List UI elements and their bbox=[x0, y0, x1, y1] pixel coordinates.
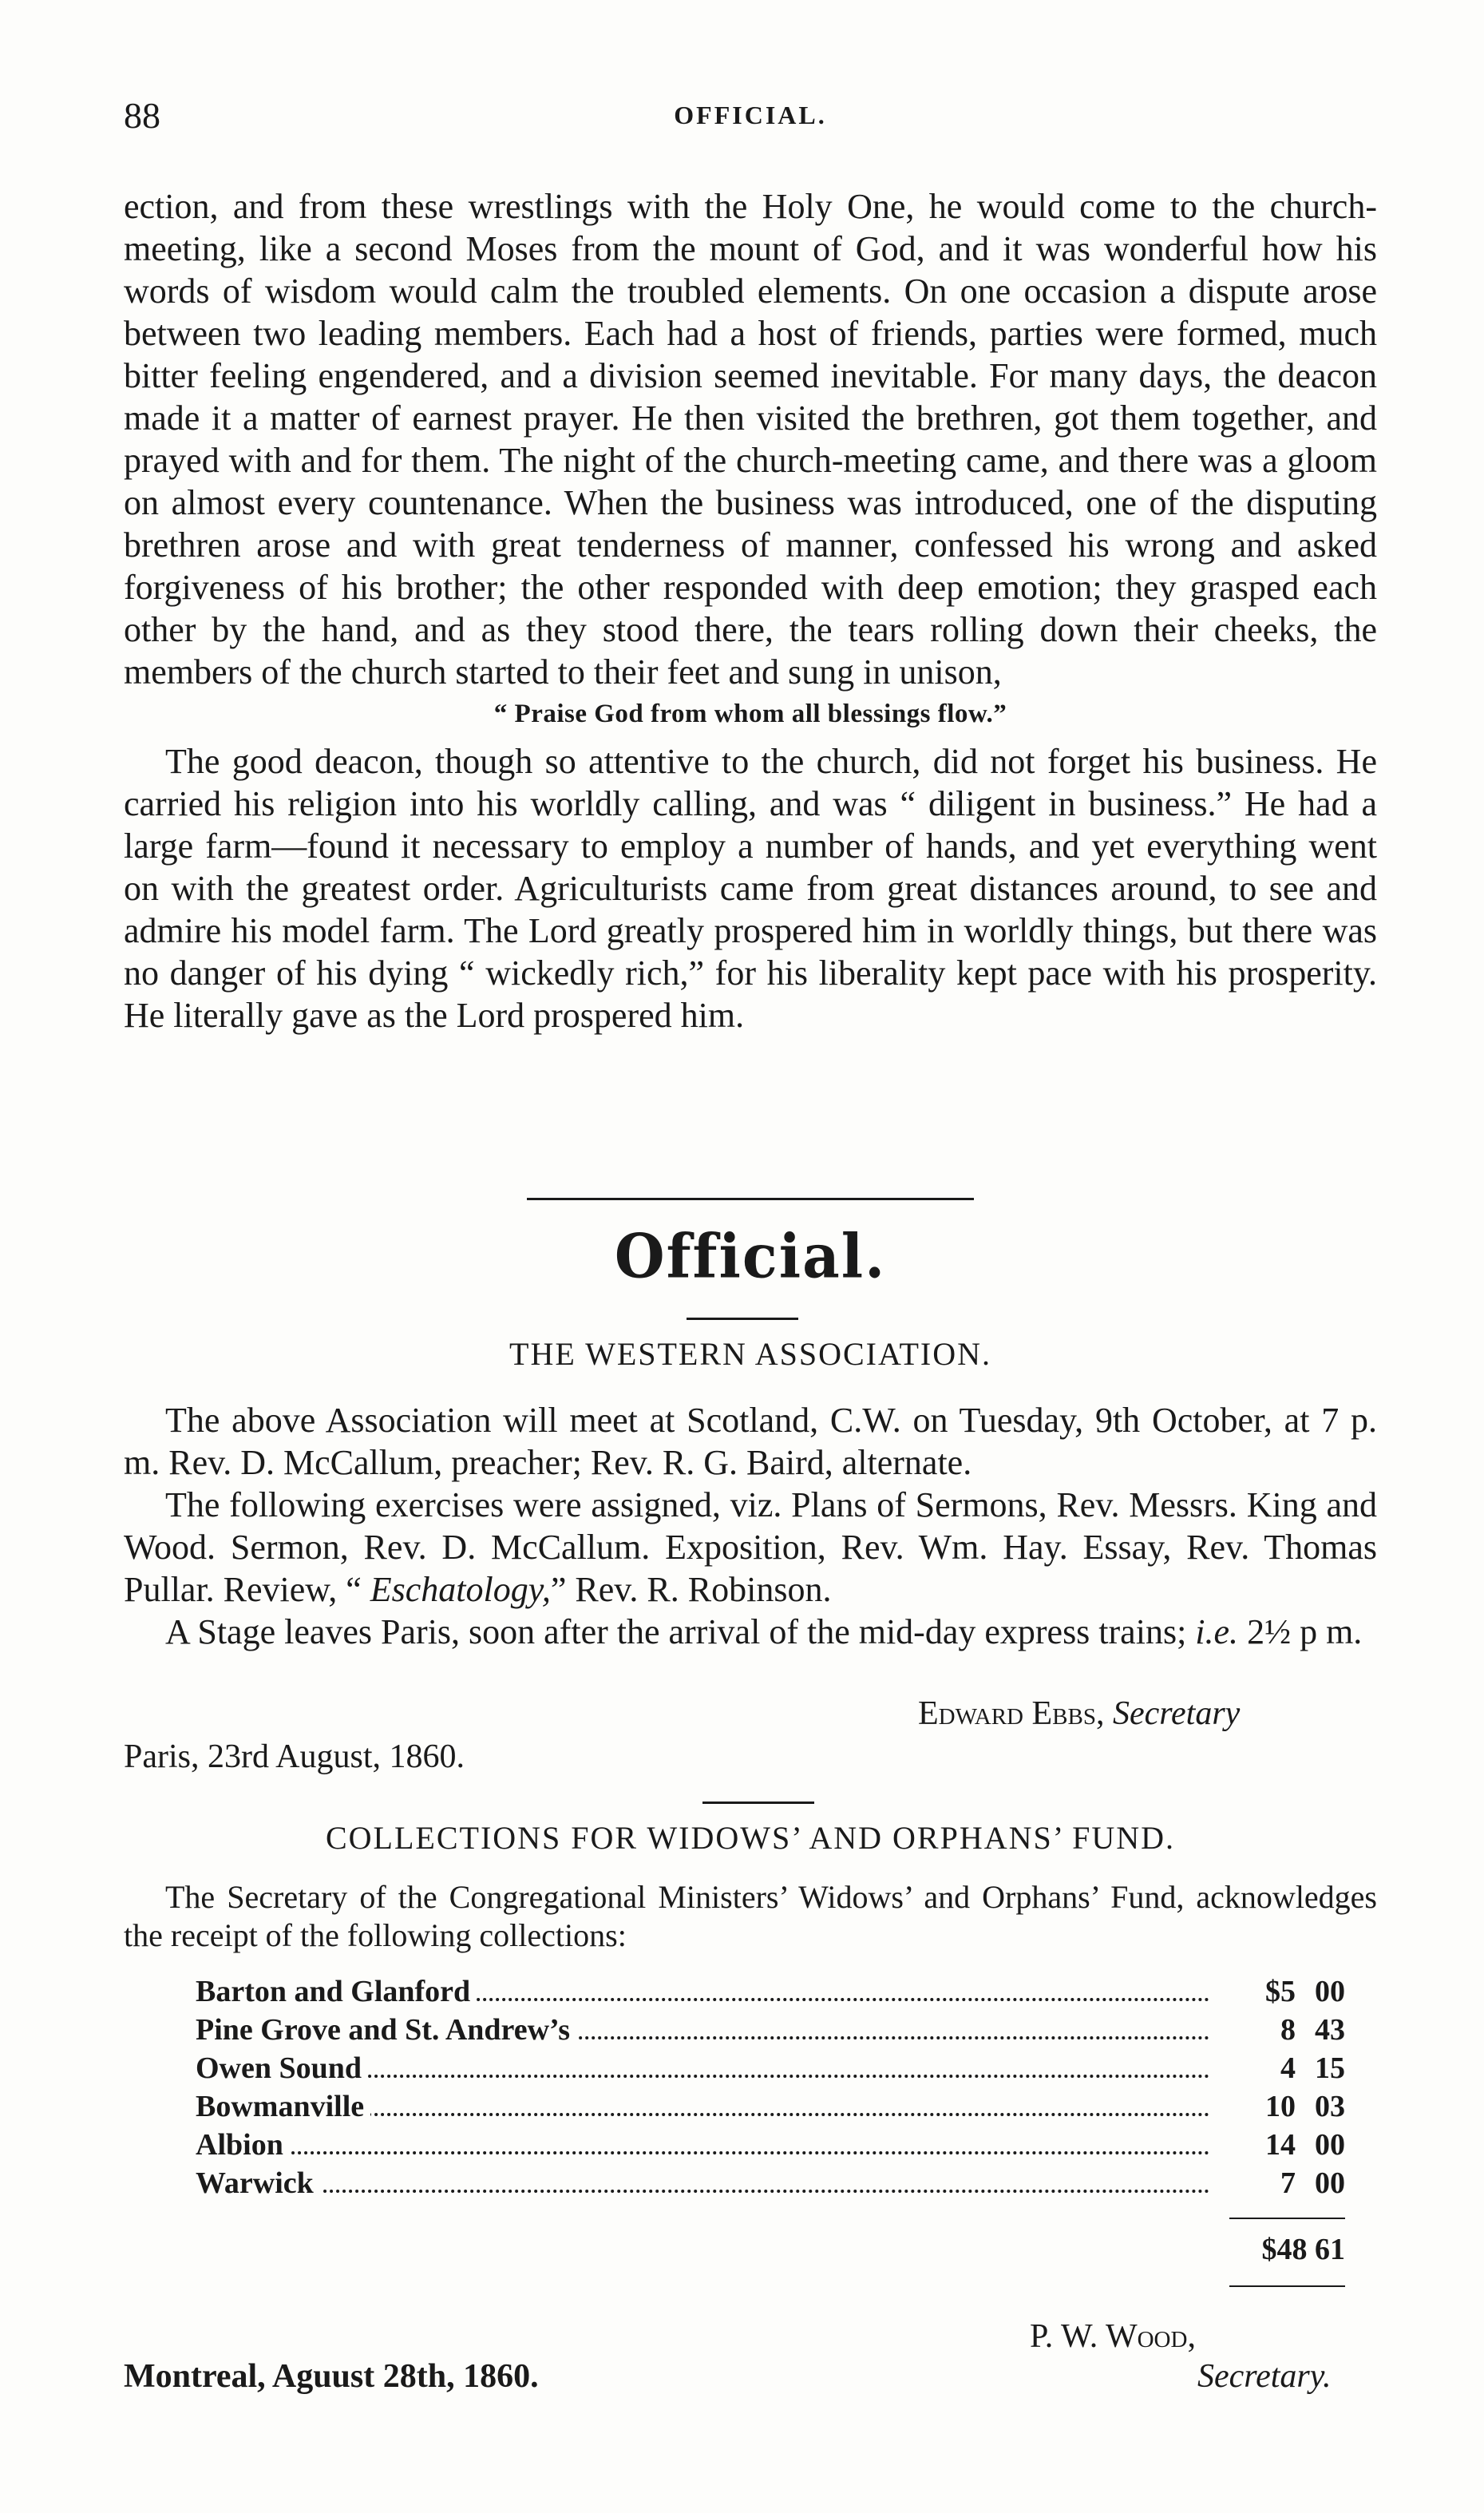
ledger-row bbox=[196, 2166, 1345, 2204]
eschatology-title: Eschatology, bbox=[370, 1570, 551, 1609]
ledger-row bbox=[196, 2051, 1345, 2089]
ledger-congregation: Barton and Glanford bbox=[196, 1974, 477, 2009]
ledger-amount bbox=[1225, 2166, 1345, 2201]
collections-intro-block bbox=[124, 1878, 1377, 1955]
ledger-row bbox=[196, 1974, 1345, 2012]
collections-signer-name: P. W. Wood, bbox=[1030, 2318, 1196, 2355]
ledger-dollars: $5 bbox=[1265, 1975, 1296, 2008]
ledger-congregation: Bowmanville bbox=[196, 2089, 370, 2124]
western-title-block bbox=[124, 1335, 1377, 1383]
western-signer: Edward Ebbs, bbox=[918, 1695, 1105, 1732]
western-paragraph-1: The above Association will meet at Scotland, C.W. on Tuesday, 9th October, at 7 p. m. Rev. D. McCallum, preacher; Rev. R. G. Baird, alternate. bbox=[124, 1401, 1377, 1482]
ledger-congregation: Pine Grove and St. Andrew’s bbox=[196, 2012, 576, 2047]
official-heading: Official. bbox=[614, 1219, 887, 1292]
ledger-amount bbox=[1225, 2012, 1345, 2047]
ledger-row bbox=[196, 2012, 1345, 2051]
collections-title-block bbox=[124, 1819, 1377, 1867]
ledger-dollars: 4 bbox=[1280, 2051, 1296, 2085]
ledger-dollars: 10 bbox=[1265, 2090, 1296, 2123]
ledger-row bbox=[196, 2089, 1345, 2127]
ledger-cents: 03 bbox=[1315, 2090, 1345, 2123]
western-paragraph-3-end: 2½ p m. bbox=[1238, 1612, 1363, 1651]
collections-intro: The Secretary of the Congregational Ministers’ Widows’ and Orphans’ Fund, acknowledges the receipt of the following collections: bbox=[124, 1879, 1377, 1953]
ledger-cents: 15 bbox=[1315, 2051, 1345, 2085]
ledger-amount bbox=[1225, 2089, 1345, 2124]
article-body bbox=[124, 185, 1377, 1037]
collections-ledger bbox=[196, 1974, 1345, 2204]
western-paragraph-3-text: A Stage leaves Paris, soon after the arrival of the mid-day express trains; bbox=[165, 1612, 1196, 1651]
ledger-amount bbox=[1225, 2127, 1345, 2162]
leader-dots bbox=[196, 2190, 1209, 2193]
western-signer-role: Secretary bbox=[1112, 1695, 1241, 1732]
ledger-cents: 00 bbox=[1315, 2166, 1345, 2200]
official-heading-block bbox=[124, 1219, 1377, 1310]
section-divider-rule bbox=[527, 1198, 974, 1200]
western-paragraph-2-text: The following exercises were assigned, viz. Plans of Sermons, Rev. Messrs. King and Wood. Sermon, Rev. D. McCallum. Exposition, Rev. Wm. Hay. Essay, Rev. Thomas Pullar. Review, “ bbox=[124, 1485, 1377, 1609]
western-signature bbox=[918, 1694, 1240, 1733]
ledger-dollars: 8 bbox=[1280, 2013, 1296, 2047]
ledger-cents: 43 bbox=[1315, 2013, 1345, 2047]
western-paragraph-2-end: ” Rev. R. Robinson. bbox=[550, 1570, 832, 1609]
collections-signer-role: Secretary. bbox=[1197, 2358, 1332, 2395]
total-rule bbox=[1229, 2285, 1345, 2287]
collections-place-date: Montreal, Aguust 28th, 1860. bbox=[124, 2358, 539, 2395]
ledger-cents: 00 bbox=[1315, 1975, 1345, 2008]
western-paragraph-2 bbox=[124, 1484, 1377, 1611]
hymn-quote: “ Praise God from whom all blessings flow.” bbox=[493, 700, 1007, 728]
ledger-congregation: Owen Sound bbox=[196, 2051, 368, 2086]
ledger-amount bbox=[1225, 2051, 1345, 2086]
western-place-date: Paris, 23rd August, 1860. bbox=[124, 1738, 465, 1775]
article-paragraph-1: ection, and from these wrestlings with the Holy One, he would come to the church-meeting, like a second Moses from the mount of God, and it was wonderful how his words of wisdom would calm the troubled elements. On one occasion a dispute arose between two leading members. Each had a host of friends, parties were formed, much bitter feeling engendered, and a division seemed inevitable. For many days, the deacon made it a matter of earnest prayer. He then visited the brethren, got them together, and prayed with and for them. The night of the church-meeting came, and there was a gloom on almost every countenance. When the business was introduced, one of the disputing brethren arose and with great tenderness of manner, confessed his wrong and asked forgiveness of his brother; the other responded with deep emotion; they grasped each other by the hand, and as they stood there, the tears rolling down their cheeks, the members of the church started to their feet and sung in unison, bbox=[124, 187, 1377, 692]
ie-abbrev: i.e. bbox=[1195, 1612, 1239, 1651]
sum-rule bbox=[1229, 2218, 1345, 2219]
western-paragraph-3 bbox=[124, 1611, 1377, 1653]
short-rule-2 bbox=[702, 1802, 814, 1804]
ledger-dollars: 14 bbox=[1265, 2128, 1296, 2162]
running-head bbox=[124, 94, 1377, 142]
ledger-cents: 00 bbox=[1315, 2128, 1345, 2162]
western-association-notice bbox=[124, 1399, 1377, 1653]
collections-title: COLLECTIONS FOR WIDOWS’ AND ORPHANS’ FUND. bbox=[325, 1820, 1176, 1856]
article-paragraph-2: The good deacon, though so attentive to the church, did not forget his business. He carried his religion into his worldly calling, and was “ diligent in business.” He had a large farm—found it necessary to employ a number of hands, and yet everything went on with the greatest order. Agriculturists came from great distances around, to see and admire his model farm. The Lord greatly prospered him in worldly things, but there was no danger of his dying “ wickedly rich,” for his liberality kept pace with his prosperity. He literally gave as the Lord prospered him. bbox=[124, 742, 1377, 1035]
short-rule bbox=[687, 1318, 798, 1320]
leader-dots bbox=[196, 2151, 1209, 2154]
collections-signer bbox=[1030, 2317, 1196, 2356]
ledger-dollars: 7 bbox=[1280, 2166, 1296, 2200]
ledger-congregation: Albion bbox=[196, 2127, 290, 2162]
running-title: OFFICIAL. bbox=[674, 101, 827, 129]
page-number: 88 bbox=[124, 95, 160, 136]
ledger-amount bbox=[1225, 1974, 1345, 2009]
ledger-congregation: Warwick bbox=[196, 2166, 320, 2201]
collections-total: $48 61 bbox=[1261, 2233, 1345, 2266]
ledger-row bbox=[196, 2127, 1345, 2166]
western-association-title: THE WESTERN ASSOCIATION. bbox=[509, 1336, 991, 1372]
